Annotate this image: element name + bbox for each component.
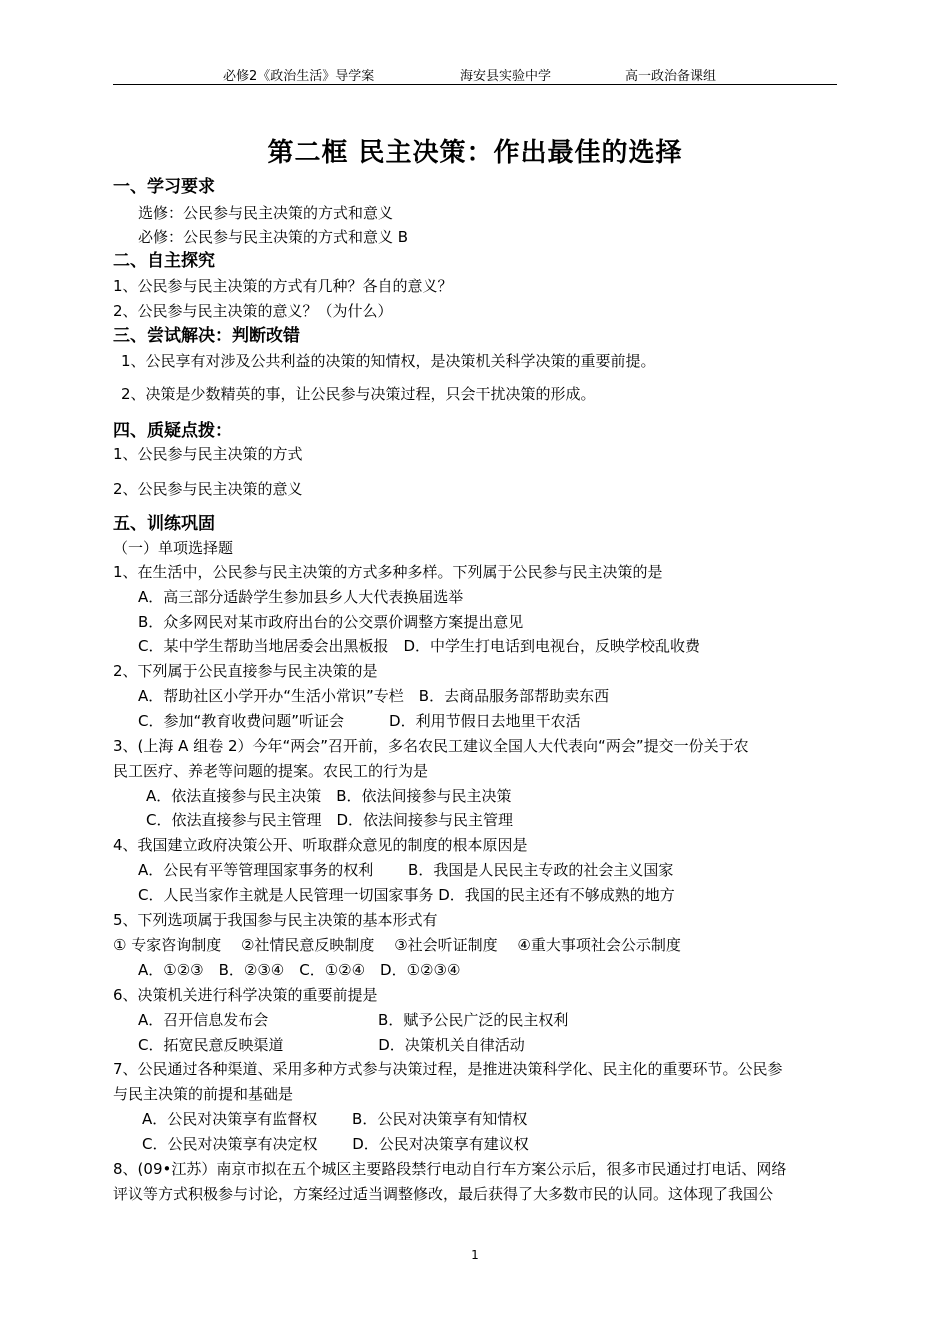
question-option: B．众多网民对某市政府出台的公交票价调整方案提出意见 [138, 613, 524, 631]
question-option: C．某中学生帮助当地居委会出黑板报 D．中学生打电话到电视台，反映学校乱收费 [138, 637, 701, 655]
text-line: 必修：公民参与民主决策的方式和意义 B [138, 228, 409, 246]
header-course: 必修2《政治生活》导学案 [223, 69, 375, 84]
question-stem: ① 专家咨询制度 ②社情民意反映制度 ③社会听证制度 ④重大事项社会公示制度 [113, 936, 681, 954]
section-heading: 二、自主探究 [113, 251, 215, 271]
section-heading: 三、尝试解决：判断改错 [113, 326, 300, 346]
question-option: C．公民对决策享有决定权 D．公民对决策享有建议权 [142, 1135, 529, 1153]
question-stem: 5、下列选项属于我国参与民主决策的基本形式有 [113, 911, 438, 929]
question-option: C．参加“教育收费问题”听证会 D．利用节假日去地里干农活 [138, 712, 581, 730]
header-school: 海安县实验中学 [460, 69, 552, 84]
text-line: 2、公民参与民主决策的意义 [113, 480, 303, 498]
text-line: 1、公民参与民主决策的方式有几种？各自的意义？ [113, 277, 453, 295]
page-header [113, 62, 837, 85]
text-line: 选修：公民参与民主决策的方式和意义 [138, 204, 394, 222]
page-title: 第二框 民主决策：作出最佳的选择 [267, 138, 683, 168]
question-stem: 4、我国建立政府决策公开、听取群众意见的制度的根本原因是 [113, 836, 528, 854]
question-stem: 1、在生活中，公民参与民主决策的方式多种多样。下列属于公民参与民主决策的是 [113, 563, 663, 581]
text-line: 1、公民参与民主决策的方式 [113, 445, 303, 463]
question-option: C．人民当家作主就是人民管理一切国家事务 D．我国的民主还有不够成熟的地方 [138, 886, 675, 904]
question-option: A．高三部分适龄学生参加县乡人大代表换届选举 [138, 588, 464, 606]
question-stem: 3、(上海 A 组卷 2）今年“两会”召开前，多名农民工建议全国人大代表向“两会”提交一份关于农 [113, 737, 749, 755]
question-stem: 2、下列属于公民直接参与民主决策的是 [113, 662, 378, 680]
question-option: C．拓宽民意反映渠道 D．决策机关自律活动 [138, 1036, 525, 1054]
section-heading: 五、训练巩固 [113, 514, 215, 534]
question-option: A．公民对决策享有监督权 B．公民对决策享有知情权 [142, 1110, 528, 1128]
text-line: 2、决策是少数精英的事，让公民参与决策过程，只会干扰决策的形成。 [121, 385, 596, 403]
question-stem: 6、决策机关进行科学决策的重要前提是 [113, 986, 378, 1004]
question-option: A．召开信息发布会 B．赋予公民广泛的民主权利 [138, 1011, 569, 1029]
question-stem: 与民主决策的前提和基础是 [113, 1085, 294, 1103]
text-line: 2、公民参与民主决策的意义？（为什么） [113, 302, 393, 320]
page-number: 1 [471, 1248, 479, 1262]
question-option: A．依法直接参与民主决策 B．依法间接参与民主决策 [146, 787, 512, 805]
question-option: C．依法直接参与民主管理 D．依法间接参与民主管理 [146, 811, 514, 829]
section-heading: 一、学习要求 [113, 177, 215, 197]
question-stem: 7、公民通过各种渠道、采用多种方式参与决策过程，是推进决策科学化、民主化的重要环节。公民参 [113, 1060, 783, 1078]
question-option: A．公民有平等管理国家事务的权利 B．我国是人民民主专政的社会主义国家 [138, 861, 674, 879]
question-stem: 评议等方式积极参与讨论，方案经过适当调整修改，最后获得了大多数市民的认同。这体现了我国公 [113, 1185, 774, 1203]
question-stem: 8、(09•江苏）南京市拟在五个城区主要路段禁行电动自行车方案公示后，很多市民通过打电话、网络 [113, 1160, 787, 1178]
question-option: A．帮助社区小学开办“生活小常识”专栏 B．去商品服务部帮助卖东西 [138, 687, 610, 705]
section-subheading: （一）单项选择题 [113, 539, 234, 557]
section-heading: 四、质疑点拨： [113, 421, 232, 441]
question-stem: 民工医疗、养老等问题的提案。农民工的行为是 [113, 762, 429, 780]
question-option: A．①②③ B．②③④ C．①②④ D．①②③④ [138, 961, 461, 979]
header-group: 高一政治备课组 [625, 69, 717, 84]
text-line: 1、公民享有对涉及公共利益的决策的知情权，是决策机关科学决策的重要前提。 [121, 352, 656, 370]
